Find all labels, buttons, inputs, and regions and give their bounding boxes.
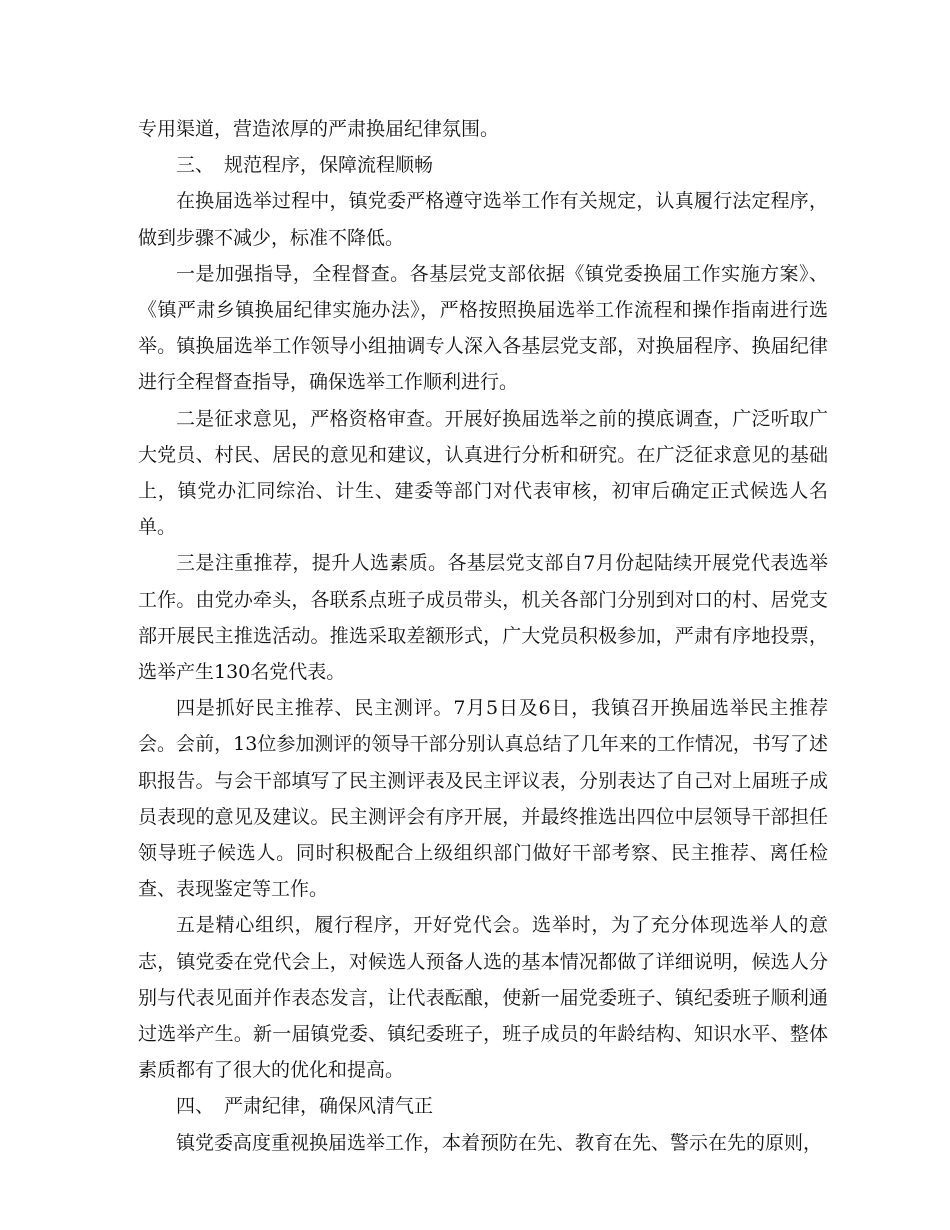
- paragraph: 二是征求意见，严格资格审查。开展好换届选举之前的摸底调查，广泛听取广大党员、村民、居民的意见和建议，认真进行分析和研究。在广泛征求意见的基础上，镇党办汇同综治、计生、建委等部门对代表审核，初审后确定正式候选人名单。: [138, 407, 828, 539]
- paragraph: 在换届选举过程中，镇党委严格遵守选举工作有关规定，认真履行法定程序，做到步骤不减少，标准不降低。: [138, 190, 828, 249]
- paragraph: 四是抓好民主推荐、民主测评。7月5日及6日，我镇召开换届选举民主推荐会。会前，13位参加测评的领导干部分别认真总结了几年来的工作情况，书写了述职报告。与会干部填写了民主测评表及民主评议表，分别表达了自己对上届班子成员表现的意见及建议。民主测评会有序开展，并最终推选出四位中层领导干部担任领导班子候选人。同时积极配合上级组织部门做好干部考察、民主推荐、离任检查、表现鉴定等工作。: [138, 697, 828, 901]
- paragraph: 五是精心组织，履行程序，开好党代会。选举时，为了充分体现选举人的意志，镇党委在党代会上，对候选人预备人选的基本情况都做了详细说明，候选人分别与代表见面并作表态发言，让代表酝酿，使新一届党委班子、镇纪委班子顺利通过选举产生。新一届镇党委、镇纪委班子，班子成员的年龄结构、知识水平、整体素质都有了很大的优化和提高。: [138, 914, 828, 1082]
- paragraph: 镇党委高度重视换届选举工作，本着预防在先、教育在先、警示在先的原则，: [176, 1131, 823, 1154]
- paragraph: 一是加强指导，全程督查。各基层党支部依据《镇党委换届工作实施方案》、《镇严肃乡镇换届纪律实施办法》，严格按照换届选举工作流程和操作指南进行选举。镇换届选举工作领导小组抽调专人深入各基层党支部，对换届程序、换届纪律进行全程督查指导，确保选举工作顺利进行。: [138, 262, 828, 394]
- paragraph-continuation: 专用渠道，营造浓厚的严肃换届纪律氛围。: [138, 118, 500, 140]
- paragraph: 三是注重推荐，提升人选素质。各基层党支部自7月份起陆续开展党代表选举工作。由党办牵头，各联系点班子成员带头，机关各部门分别到对口的村、居党支部开展民主推选活动。推选采取差额形式，广大党员积极参加，严肃有序地投票，选举产生130名党代表。: [138, 552, 828, 684]
- section-number: 三、: [176, 154, 215, 177]
- section-heading-4: [138, 1088, 828, 1124]
- section-number: 四、: [176, 1095, 215, 1118]
- section-heading-3: [138, 147, 828, 183]
- document-body: [138, 111, 828, 1161]
- section-title: 严肃纪律，确保风清气正: [224, 1095, 434, 1118]
- section-title: 规范程序，保障流程顺畅: [224, 154, 434, 177]
